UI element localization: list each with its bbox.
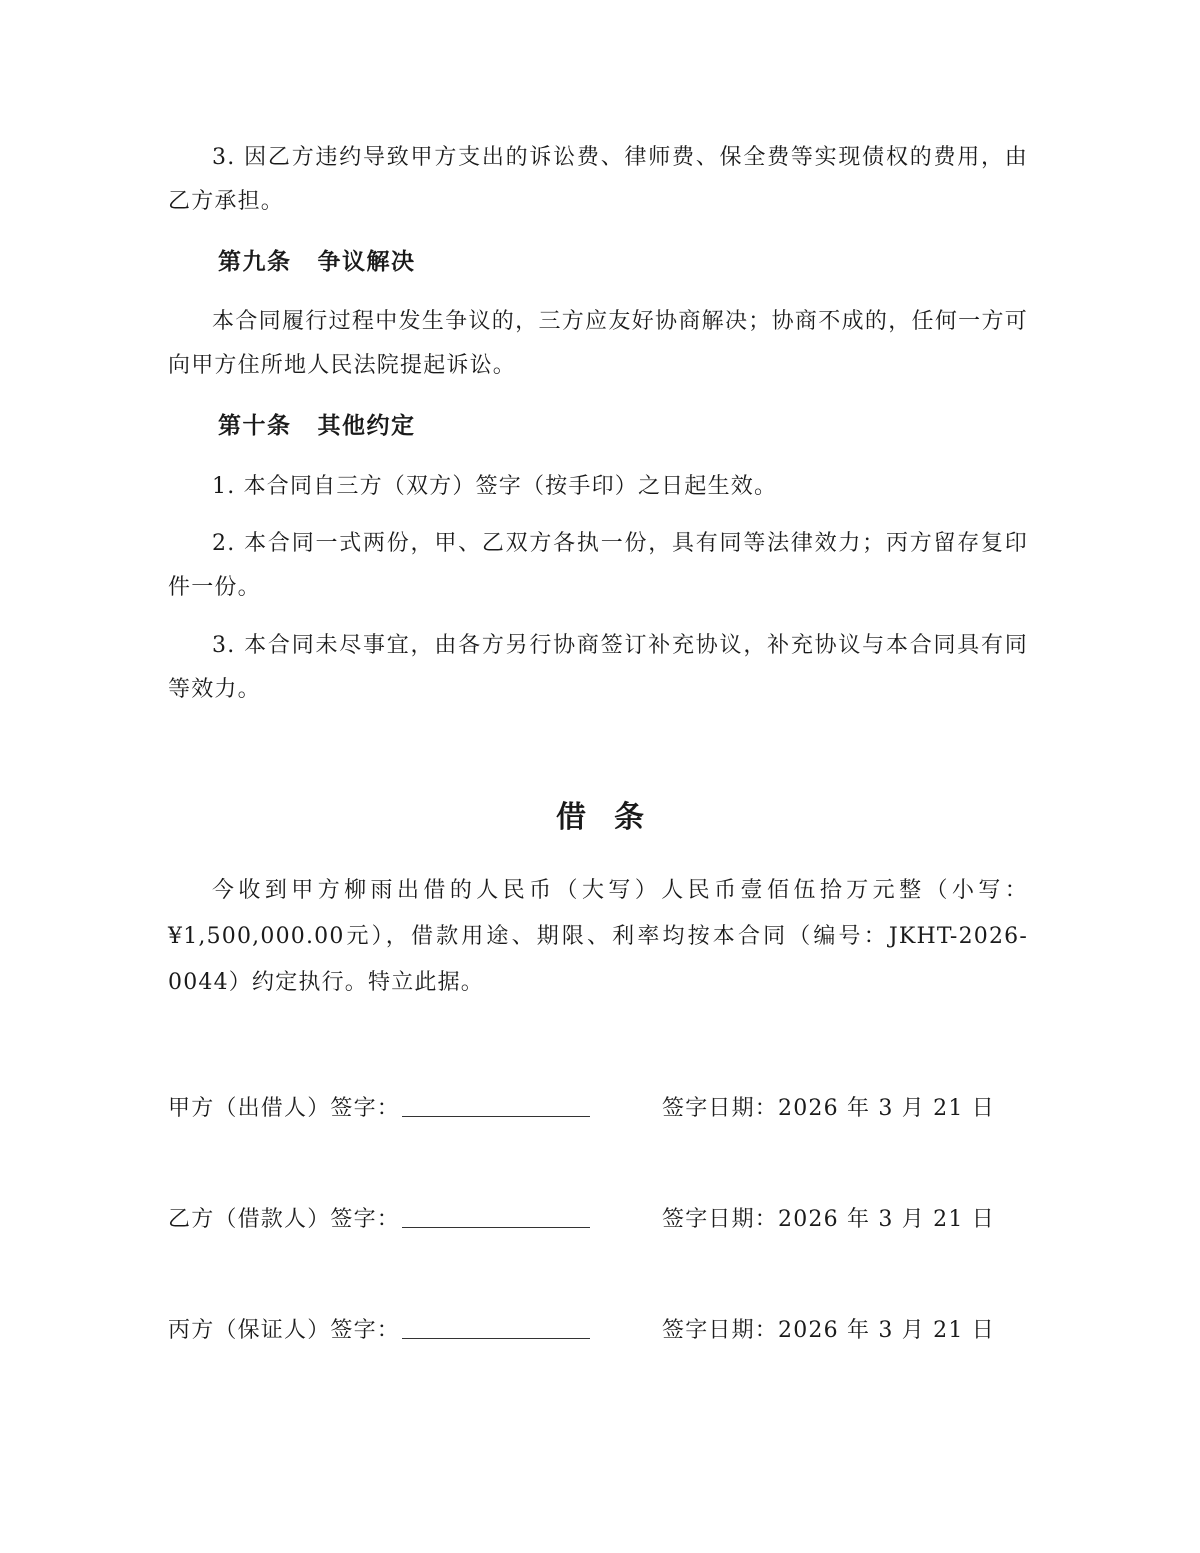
signature-row-guarantor bbox=[168, 1311, 1068, 1351]
signature-row-lender bbox=[168, 1089, 1068, 1129]
receipt-title: 借条 bbox=[556, 800, 672, 835]
signature-row-borrower bbox=[168, 1200, 1068, 1240]
article-9-number: 第九条 bbox=[218, 249, 292, 275]
signature-label-lender: 甲方（出借人）签字： bbox=[168, 1096, 401, 1121]
article-9-heading bbox=[218, 240, 416, 284]
signature-line-borrower[interactable] bbox=[402, 1227, 590, 1228]
article-10-title: 其他约定 bbox=[317, 413, 416, 439]
signature-date-lender: 签字日期：2026 年 3 月 21 日 bbox=[662, 1096, 995, 1121]
article-10-number: 第十条 bbox=[218, 413, 292, 439]
article-9-body: 本合同履行过程中发生争议的，三方应友好协商解决；协商不成的，任何一方可向甲方住所地人民法院提起诉讼。 bbox=[168, 309, 1028, 378]
article-10-item-1: 1. 本合同自三方（双方）签字（按手印）之日起生效。 bbox=[212, 474, 778, 499]
article-9-title: 争议解决 bbox=[317, 249, 416, 275]
signature-date-guarantor: 签字日期：2026 年 3 月 21 日 bbox=[662, 1318, 995, 1343]
signature-label-borrower: 乙方（借款人）签字： bbox=[168, 1207, 401, 1232]
signature-date-borrower: 签字日期：2026 年 3 月 21 日 bbox=[662, 1207, 995, 1232]
article-10-item-2: 2. 本合同一式两份，甲、乙双方各执一份，具有同等法律效力；丙方留存复印件一份。 bbox=[168, 531, 1028, 600]
signature-line-lender[interactable] bbox=[402, 1116, 590, 1117]
clause-8-item-3: 3. 因乙方违约导致甲方支出的诉讼费、律师费、保全费等实现债权的费用，由乙方承担。 bbox=[168, 145, 1028, 214]
signature-line-guarantor[interactable] bbox=[402, 1338, 590, 1339]
signature-label-guarantor: 丙方（保证人）签字： bbox=[168, 1318, 401, 1343]
receipt-body: 今收到甲方柳雨出借的人民币（大写）人民币壹佰伍拾万元整（小写：¥1,500,000.00元），借款用途、期限、利率均按本合同（编号：JKHT-2026-0044）约定执行。特立此据。 bbox=[168, 878, 1028, 995]
article-10-heading bbox=[218, 404, 416, 448]
article-10-item-3: 3. 本合同未尽事宜，由各方另行协商签订补充协议，补充协议与本合同具有同等效力。 bbox=[168, 633, 1028, 702]
